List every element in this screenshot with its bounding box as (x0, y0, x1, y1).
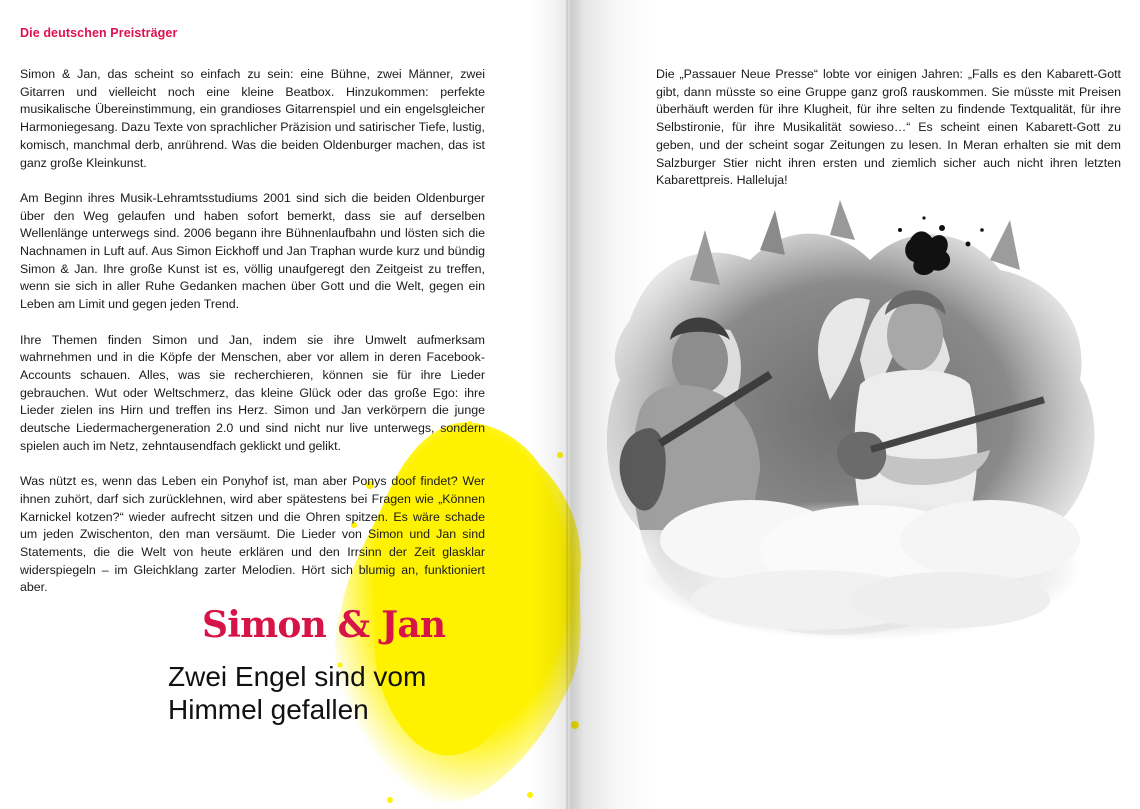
paragraph: Was nützt es, wenn das Leben ein Ponyhof ist, man aber Ponys doof findet? Wer ihnen zuhört, darf sich zurücklehnen, wird aber spätestens bei Fragen wie „Können Karnickel kotzen?“ wieder aufrecht sitzen und die Ohren spitzen. Es wäre schade um jeden Zwischenton, den man versäumt. Die Lieder von Simon und Jan sind Statements, die die Welt von heute erklären und den Irrsinn der Zeit glasklar widerspiegeln – im Gleichklang zarter Melodien. Hört sich blumig an, funktioniert aber. (20, 474, 485, 595)
section-label: Die deutschen Preisträger (20, 26, 178, 40)
paragraph: Am Beginn ihres Musik-Lehramtsstudiums 2001 sind sich die beiden Oldenburger über den Weg gelaufen und haben sofort bemerkt, dass sie auf derselben Wellenlänge unterwegs sind. 2006 begann ihre Bühnenlaufbahn und lösten sich die Nachnamen in Luft auf. Aus Simon Eickhoff und Jan Traphan wurde kurz und bündig Simon & Jan. Ihre große Kunst ist es, völlig unaufgeregt den Zeitgeist zu treffen, wenn sie sich in aller Ruhe Gedanken machen über Gott und die Welt, gegen ein Leben am Limit und gegen jeden Trend. (20, 190, 485, 312)
article-subheadline: Zwei Engel sind vom Himmel gefallen (168, 661, 427, 725)
duo-photo-illustration (570, 200, 1140, 660)
body-text-left (20, 66, 485, 615)
body-text-right (656, 66, 1121, 190)
paragraph: Simon & Jan, das scheint so einfach zu sein: eine Bühne, zwei Männer, zwei Gitarren und vielleicht noch eine kleine Beatbox. Hinzukommen: perfekte musikalische Übereinstimmung, ein grandioses Gitarrenspiel und ein engelsgleicher Harmoniegesang. Dazu Texte von sprachlicher Präzision und satirischer Tiefe, lustig, komisch, manchmal derb, anrührend. Was die beiden Oldenburger machen, das ist ganz große Kleinkunst. (20, 67, 485, 170)
paragraph: Die „Passauer Neue Presse“ lobte vor einigen Jahren: „Falls es den Kabarett-Gott gibt, dann müsste so eine Gruppe ganz groß rauskommen. Sie müsste mit Preisen überhäuft werden für ihre Klugheit, für ihre selten zu findende Textqualität, für ihre Selbstironie, für ihre Musikalität sowieso…“ Es scheint einen Kabarett-Gott zu geben, und der scheint sogar Zeitungen zu lesen. In Meran erhalten sie mit dem Salzburger Stier nicht ihren ersten und ziemlich sicher auch nicht ihren letzten Kabarettpreis. Halleluja! (656, 67, 1121, 188)
paragraph: Ihre Themen finden Simon und Jan, indem sie ihre Umwelt aufmerksam wahrnehmen und in die Köpfe der Menschen, aber vor allem in deren Facebook-Accounts schauen. Alles, was sie recherchieren, können sie für ihre Lieder gebrauchen. Wut oder Weltschmerz, das kleine Glück oder das große Ego: ihre Lieder zielen ins Hirn und treffen ins Herz. Simon und Jan verkörpern die junge deutsche Liedermachergeneration 2.0 und sind nicht nur live unterwegs, sondern spielen auch im Netz, zehntausendfach geklickt und gelikt. (20, 332, 485, 453)
article-headline: Simon & Jan (202, 604, 446, 646)
